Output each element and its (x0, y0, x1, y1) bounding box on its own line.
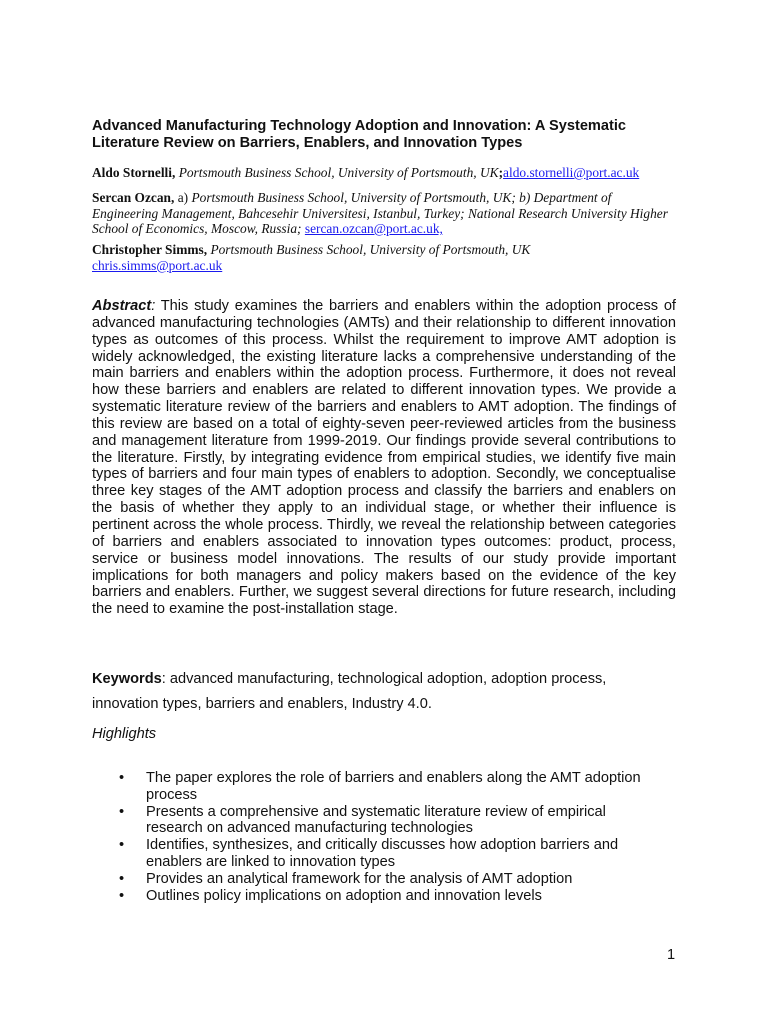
keywords (92, 667, 676, 717)
author-affiliation: Portsmouth Business School, University of Portsmouth, UK (178, 165, 499, 180)
abstract-text: This study examines the barriers and enablers within the adoption process of advanced manufacturing technologies (AMTs) and their relationship to different innovation types as outcomes of this process. Whilst the requirement to improve AMT adoption is widely acknowledged, the existing literature lacks a comprehensive understanding of the main barriers and enablers within the adoption process. Furthermore, it does not reveal how these barriers and enablers are related to different innovation types. We provide a systematic literature review of the barriers and enablers to AMT adoption. The findings of this review are based on a total of eighty-seven peer-reviewed articles from the business and management literature from 1999-2019. Our findings provide several contributions to the literature. Firstly, by integrating evidence from empirical studies, we identify five main types of barriers and four main types of enablers to adoption. Secondly, we conceptualise three key stages of the AMT adoption process and classify the barriers and enablers on the basis of whether they apply to an individual stage, or whether their influence is pertinent across the whole process. Thirdly, we reveal the relationship between categories of barriers and enablers associated to innovation types outcomes: product, process, service or business model innovations. The results of our study provide important implications for both managers and policy makers based on the evidence of the key barriers and enablers. Further, we suggest several directions for future research, including the need to examine the post-installation stage. (92, 298, 676, 618)
author-name: Sercan Ozcan, (92, 190, 175, 205)
abstract (92, 298, 676, 618)
paper-title: Advanced Manufacturing Technology Adoption and Innovation: A Systematic Literature Review on Barriers, Enablers, and Innovation Types (92, 118, 627, 151)
abstract-colon: : (151, 298, 156, 314)
keywords-label: Keywords (92, 671, 162, 687)
highlight-item: • Identifies, synthesizes, and critically discusses how adoption barriers and enablers are linked to innovation types (119, 837, 659, 871)
keywords-line-1: : advanced manufacturing, technological adoption, adoption process, (161, 671, 607, 687)
author-2 (92, 190, 676, 237)
page-number: 1 (667, 947, 676, 963)
highlight-item: • Provides an analytical framework for the analysis of AMT adoption (119, 871, 659, 888)
highlight-item: • The paper explores the role of barriers and enablers along the AMT adoption process (119, 770, 659, 804)
highlight-item: • Outlines policy implications on adoption and innovation levels (119, 888, 659, 905)
author-name: Christopher Simms, (92, 242, 208, 257)
highlights-list (119, 770, 659, 904)
keywords-line-2: innovation types, barriers and enablers, Industry 4.0. (92, 696, 432, 712)
highlights-heading: Highlights (92, 726, 157, 742)
highlight-item: • Presents a comprehensive and systematic literature review of empirical research on advanced manufacturing technologies (119, 804, 659, 838)
author-name: Aldo Stornelli, (92, 165, 176, 180)
author-email-link[interactable]: chris.simms@port.ac.uk (92, 257, 223, 273)
abstract-label: Abstract (92, 298, 152, 314)
author-email-link[interactable]: aldo.stornelli@port.ac.uk (503, 165, 640, 180)
author-email-link[interactable]: sercan.ozcan@port.ac.uk, (304, 221, 443, 236)
author-affiliation: Portsmouth Business School, University of Portsmouth, UK; b) Department of Engineering Management, Bahcesehir Universitesi, Istanbul, Turkey; National Research University Higher School of Economics, Moscow, Russia; (92, 190, 668, 236)
affiliation-prefix: a) (177, 190, 189, 205)
author-1 (92, 165, 676, 181)
author-affiliation: Portsmouth Business School, University of Portsmouth, UK (210, 242, 531, 257)
author-3 (92, 242, 676, 273)
separator: ; (498, 165, 504, 180)
